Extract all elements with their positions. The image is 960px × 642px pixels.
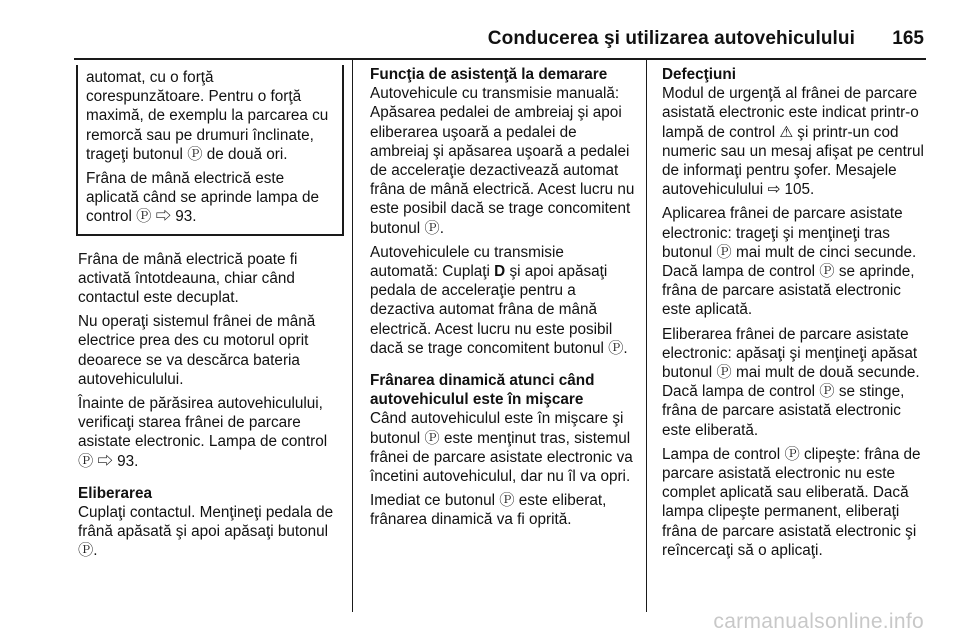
paragraph: Înainte de părăsirea autovehiculului, verificaţi starea frânei de parcare asistate electronic. Lampa de control Ⓟ ⇨ 93.	[78, 395, 328, 470]
column-1	[78, 65, 342, 566]
column-divider-1	[352, 60, 353, 612]
note-paragraph: automat, cu o forţă corespunzătoare. Pentru o forţă maximă, de exemplu la parcarea cu remorcă sau pe drumuri înclinate, trageţi butonul Ⓟ de două ori.	[86, 69, 329, 163]
paragraph: Modul de urgenţă al frânei de parcare asistată electronic este indicat printr-o lampă de control ⚠ şi printr-un cod numeric sau un mesaj afişat pe centrul de informaţi pentru şofer. Mesajele autovehiculului ⇨ 105.	[662, 85, 924, 199]
paragraph: Aplicarea frânei de parcare asistate electronic: trageţi şi menţineţi tras butonul Ⓟ mai mult de cinci secunde. Dacă lampa de control Ⓟ se aprinde, frâna de parcare asistată electronic este aplicată.	[662, 205, 917, 319]
column-3	[662, 65, 930, 565]
paragraph: Imediat ce butonul Ⓟ este eliberat, frânarea dinamică va fi oprită.	[370, 492, 607, 529]
paragraph-text: Autovehiculele cu transmisie automată: Cuplaţi	[370, 243, 564, 281]
section-heading-dynamic-braking: Frânarea dinamică atunci când autovehiculul este în mişcare	[370, 372, 595, 409]
paragraph	[370, 243, 636, 358]
section-heading-faults: Defecţiuni	[662, 66, 736, 83]
paragraph: Când autovehiculul este în mişcare şi butonul Ⓟ este menţinut tras, sistemul frânei de parcare asistate electronic va încetini autovehiculul, dar nu îl va opri.	[370, 410, 633, 486]
paragraph: Frâna de mână electrică poate fi activată întotdeauna, chiar când contactul este decuplat.	[78, 250, 298, 307]
paragraph: Nu operaţi sistemul frânei de mână electrice prea des cu motorul oprit deoarece se va descărca bateria autovehiculului.	[78, 313, 316, 388]
paragraph: Lampa de control Ⓟ clipeşte: frâna de parcare asistată electronic nu este complet aplicată sau eliberată. Dacă lampa clipeşte permanent, eliberaţi frâna de parcare asistată electronic şi reîncercaţi să o aplicaţi.	[662, 445, 921, 559]
paragraph-text: şi apoi apăsaţi pedala de acceleraţie pentru a dezactiva automat frâna de mână electrică. Acest lucru nu este posibil dacă se trage concomitent butonul Ⓟ.	[370, 263, 628, 357]
section-heading-release: Eliberarea	[78, 484, 152, 502]
watermark: carmanualsonline.info	[713, 610, 924, 633]
column-divider-2	[646, 60, 647, 612]
page-number: 165	[892, 28, 924, 49]
note-paragraph: Frâna de mână electrică este aplicată când se aprinde lampa de control Ⓟ ⇨ 93.	[86, 170, 320, 226]
chapter-title: Conducerea şi utilizarea autovehiculului	[487, 28, 855, 49]
note-box	[76, 65, 344, 236]
column-2	[370, 65, 636, 535]
section-heading-start-assist: Funcţia de asistenţă la demarare	[370, 66, 608, 83]
gear-d-label: D	[494, 263, 506, 281]
paragraph: Autovehicule cu transmisie manuală: Apăsarea pedalei de ambreiaj şi apoi eliberarea uşoară a pedalei de ambreiaj şi apăsarea uşoară a pedalei de acceleraţie dezactivează automat frâna de mână electrică. Acest lucru nu este posibil dacă se trage concomitent butonul Ⓟ.	[370, 85, 635, 237]
paragraph: Eliberarea frânei de parcare asistate electronic: apăsaţi şi menţineţi apăsat butonul Ⓟ mai mult de două secunde. Dacă lampa de control Ⓟ se stinge, frâna de parcare asistată electronic este eliberată.	[662, 325, 920, 439]
paragraph: Cuplaţi contactul. Menţineţi pedala de frână apăsată şi apoi apăsaţi butonul Ⓟ.	[78, 504, 334, 560]
header-divider	[74, 58, 926, 60]
